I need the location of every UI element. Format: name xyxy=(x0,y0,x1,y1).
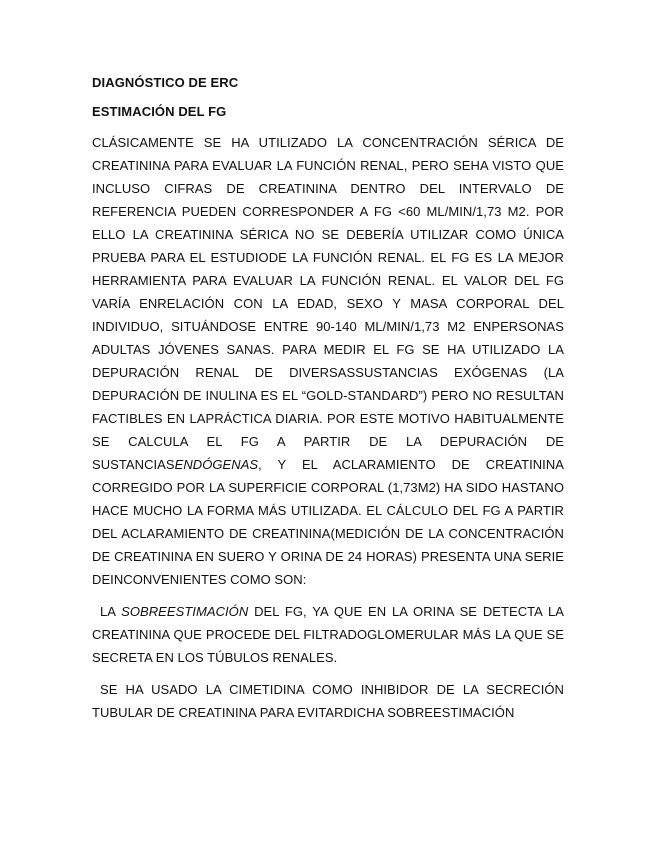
paragraph-2-italic: SOBREESTIMACIÓN xyxy=(121,604,249,619)
body-paragraph-2 xyxy=(92,600,564,669)
subsection-title: ESTIMACIÓN DEL FG xyxy=(92,104,227,119)
paragraph-1-italic: ENDÓGENAS xyxy=(174,457,259,472)
body-paragraph-3: SE HA USADO LA CIMETIDINA COMO INHIBIDOR DE LA SECRECIÓN TUBULAR DE CREATININA PARA EVITARDICHA SOBREESTIMACIÓN xyxy=(92,682,564,720)
section-title: DIAGNÓSTICO DE ERC xyxy=(92,75,239,90)
body-paragraph-1 xyxy=(92,131,564,591)
paragraph-2-text-b: DEL FG, YA QUE EN LA ORINA SE DETECTA LA CREATININA QUE PROCEDE DEL FILTRADOGLOMERULAR MÁS LA QUE SE SECRETA EN LOS TÚBULOS RENALES. xyxy=(92,604,564,665)
paragraph-2-text-a: LA xyxy=(100,604,122,619)
paragraph-1-text-a: CLÁSICAMENTE SE HA UTILIZADO LA CONCENTRACIÓN SÉRICA DE CREATININA PARA EVALUAR LA FUNCIÓN RENAL, PERO SEHA VISTO QUE INCLUSO CIFRAS DE CREATININA DENTRO DEL INTERVALO DE REFERENCIA PUEDEN CORRESPONDER A FG <60 ML/MIN/1,73 M2. POR ELLO LA CREATININA SÉRICA NO SE DEBERÍA UTILIZAR COMO ÚNICA PRUEBA PARA EL ESTUDIODE LA FUNCIÓN RENAL. EL FG ES LA MEJOR HERRAMIENTA PARA EVALUAR LA FUNCIÓN RENAL. EL VALOR DEL FG VARÍA ENRELACIÓN CON LA EDAD, SEXO Y MASA CORPORAL DEL INDIVIDUO, SITUÁNDOSE ENTRE 90-140 ML/MIN/1,73 M2 ENPERSONAS ADULTAS JÓVENES SANAS. PARA MEDIR EL FG SE HA UTILIZADO LA DEPURACIÓN RENAL DE DIVERSASSUSTANCIAS EXÓGENAS (LA DEPURACIÓN DE INULINA ES EL “GOLD-STANDARD”) PERO NO RESULTAN FACTIBLES EN LAPRÁCTICA DIARIA. POR ESTE MOTIVO HABITUALMENTE SE CALCULA EL FG A PARTIR DE LA DEPURACIÓN DE SUSTANCIAS xyxy=(92,135,564,472)
document-page xyxy=(92,74,564,724)
paragraph-1-text-b: , Y EL ACLARAMIENTO DE CREATININA CORREGIDO POR LA SUPERFICIE CORPORAL (1,73M2) HA SIDO HASTANO HACE MUCHO LA FORMA MÁS UTILIZADA. EL CÁLCULO DEL FG A PARTIR DEL ACLARAMIENTO DE CREATININA(MEDICIÓN DE LA CONCENTRACIÓN DE CREATININA EN SUERO Y ORINA DE 24 HORAS) PRESENTA UNA SERIE DEINCONVENIENTES COMO SON: xyxy=(92,457,564,587)
